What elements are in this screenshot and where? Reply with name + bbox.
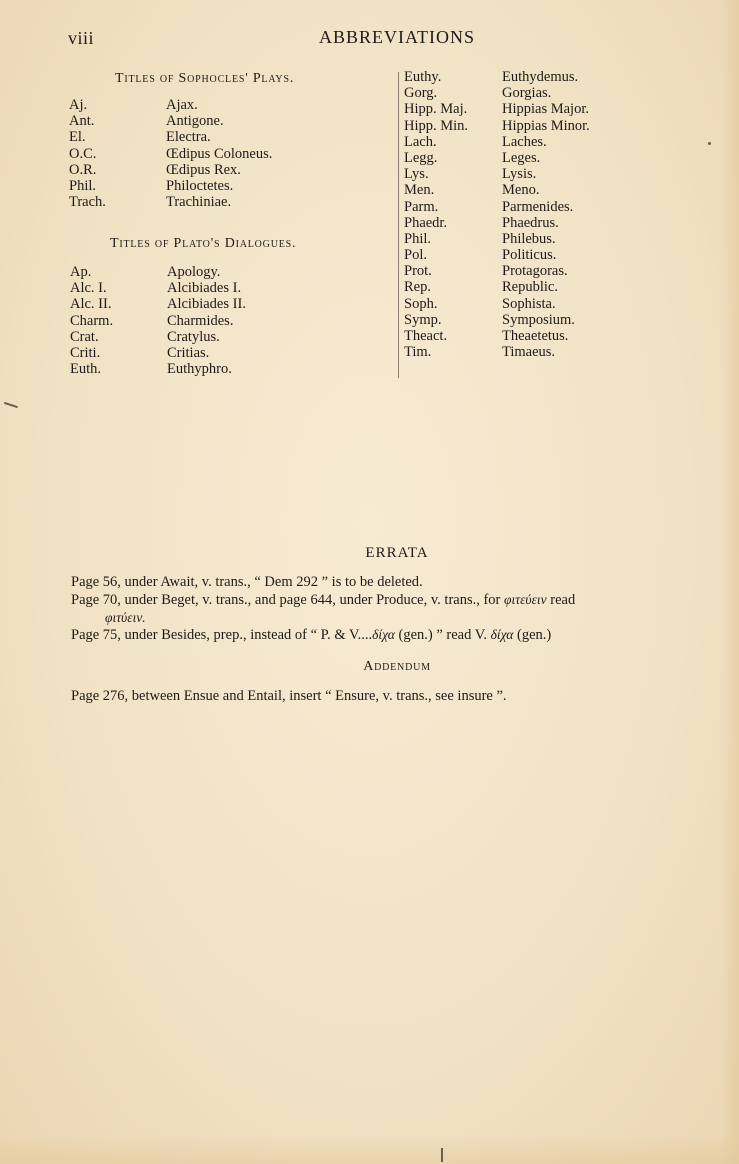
errata-text: read [550,592,576,608]
abbreviation: Phil. [69,177,96,194]
full-title: Hippias Major. [502,101,589,118]
addendum-title: Addendum [363,659,431,674]
abbreviation: Euth. [70,361,102,378]
abbreviation: Aj. [69,97,88,113]
abbreviation: Crat. [70,328,99,345]
full-title: Laches. [502,133,547,150]
full-title: Protagoras. [502,263,568,280]
errata-text: (gen.) ” read V. [398,627,487,643]
full-title: Hippias Minor. [502,117,590,134]
abbreviation: Ap. [70,264,92,280]
errata-line-3 [71,626,735,644]
greek-word: φιτεύειν [504,592,547,607]
abbreviation: Theact. [404,328,448,344]
running-title: ABBREVIATIONS [318,27,475,47]
full-title: Trachiniae. [166,194,232,211]
page-bottom-shading [0,1134,739,1164]
errata-list [71,574,735,644]
page-number: viii [68,28,95,48]
full-title: Gorgias. [502,85,552,102]
full-title: Cratylus. [167,328,220,345]
full-title: Theaetetus. [502,328,569,344]
full-title: Euthydemus. [502,69,579,85]
abbreviation: Euthy. [404,69,442,85]
greek-word: φιτύειν. [105,610,146,625]
full-title: Sophista. [502,295,556,312]
full-title: Timaeus. [502,344,556,361]
full-title: Leges. [502,149,541,166]
column-rule [398,72,399,378]
abbreviation: Men. [404,182,435,199]
abbreviation: Charm. [70,312,114,329]
abbreviation: Trach. [69,194,106,211]
full-title: Critias. [167,344,210,361]
errata-line-2 [71,591,735,609]
abbreviation: O.R. [69,161,97,178]
full-title: Philoctetes. [166,177,234,194]
abbreviation: Alc. I. [70,280,107,297]
abbreviation: Pol. [404,247,427,264]
abbreviation: Parm. [404,198,439,215]
abbreviation: Lach. [404,133,437,150]
errata-line-1 [71,574,735,591]
full-title: Antigone. [166,113,224,130]
full-title: Phaedrus. [502,214,559,231]
full-title: Meno. [502,182,540,199]
full-title: Ajax. [166,97,198,113]
errata-text: (gen.) [517,627,552,643]
errata-line-2-continued [71,609,735,626]
scan-mark [4,402,18,408]
full-title: Republic. [502,279,558,296]
addendum-text: Page 276, between Ensue and Entail, insert “ Ensure, v. trans., see insure ”. [71,688,507,704]
abbreviation: Lys. [404,166,429,183]
abbreviation: Hipp. Maj. [404,101,468,118]
errata-text: Page 56, under Await, v. trans., “ Dem 292 ” is to be deleted. [71,574,423,590]
scan-mark [441,1148,443,1162]
abbreviation: Symp. [404,311,442,328]
abbreviation: Phaedr. [404,214,448,231]
full-title: Alcibiades I. [167,280,242,297]
abbreviation: Alc. II. [70,296,112,313]
full-title: Apology. [167,264,221,280]
abbreviation: Phil. [404,230,431,247]
abbreviation: Ant. [69,113,95,130]
abbreviation: O.C. [69,145,97,162]
abbreviation: Criti. [70,344,101,361]
abbreviation: Soph. [404,295,438,312]
abbreviation: Gorg. [404,85,438,102]
scan-speck [708,142,711,145]
full-title: Parmenides. [502,198,574,215]
full-title: Alcibiades II. [167,296,246,313]
errata-title: ERRATA [365,545,429,561]
full-title: Politicus. [502,247,557,264]
full-title: Œdipus Rex. [166,161,241,178]
greek-word: δίχα [372,627,395,642]
abbreviation: El. [69,129,86,146]
full-title: Œdipus Coloneus. [166,145,273,162]
abbreviation: Hipp. Min. [404,117,469,134]
full-title: Euthyphro. [167,361,232,378]
full-title: Philebus. [502,230,556,247]
abbreviation: Rep. [404,279,431,296]
errata-text: Page 75, under Besides, prep., instead of “ P. & V.... [71,627,373,643]
full-title: Electra. [166,129,211,146]
errata-text: Page 70, under Beget, v. trans., and page 644, under Produce, v. trans., for [71,592,501,608]
full-title: Charmides. [167,312,234,329]
full-title: Symposium. [502,311,575,328]
full-title: Lysis. [502,166,537,183]
plato-section-title: Titles of Plato's Dialogues. [110,236,297,251]
abbreviation: Legg. [404,149,438,166]
abbreviation: Tim. [404,344,432,361]
greek-word: δίχα [490,627,514,642]
abbreviation: Prot. [404,263,432,280]
sophocles-section-title: Titles of Sophocles' Plays. [115,71,295,86]
